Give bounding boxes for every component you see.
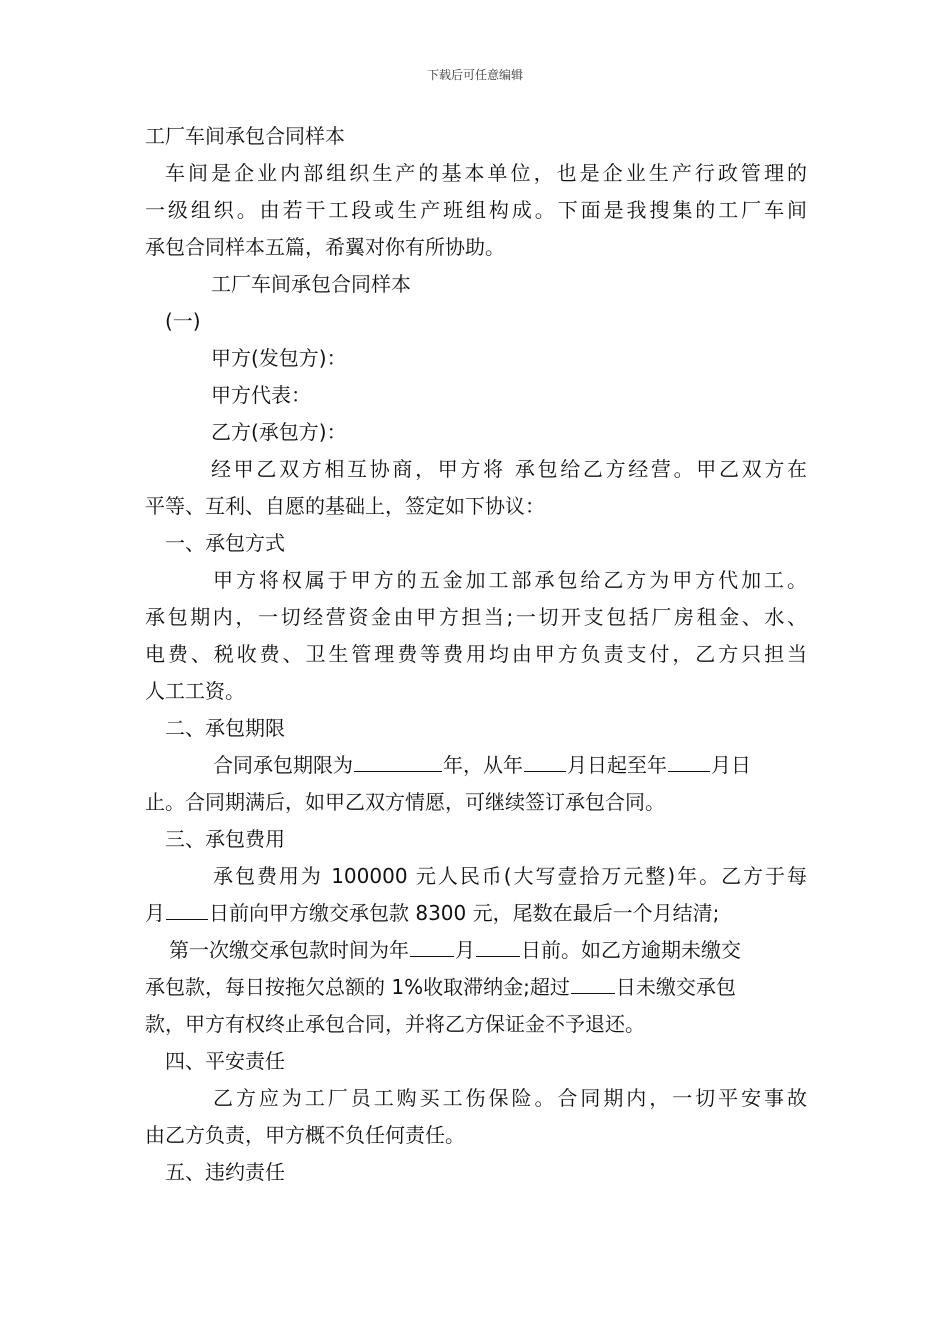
section-1-line-2: 承包期内，一切经营资金由甲方担当;一切开支包括厂房租金、水、 — [145, 605, 807, 629]
contract-subtitle: 工厂车间承包合同样本 — [211, 272, 411, 296]
section-3-text-f: 承包款，每日按拖欠总额的 1%收取滞纳金;超过 — [145, 975, 570, 999]
section-3-text-a: 月 — [145, 901, 165, 925]
section-1-line-4: 人工工资。 — [145, 679, 245, 703]
intro-line-2: 一级组织。由若干工段或生产班组构成。下面是我搜集的工厂车间 — [145, 198, 807, 222]
section-4-line-1: 乙方应为工厂员工购买工伤保险。合同期内，一切平安事故 — [213, 1086, 807, 1110]
fill-blank — [166, 897, 208, 920]
section-2-text-d: 月日 — [711, 753, 751, 777]
section-3-text-e: 日前。如乙方逾期未缴交 — [521, 938, 741, 962]
section-3-line-3 — [145, 932, 807, 969]
agreement-line-2: 平等、互利、自愿的基础上，签定如下协议： — [145, 494, 545, 518]
section-2-text-c: 月日起至年 — [567, 753, 667, 777]
section-2-line-2: 止。合同期满后，如甲乙双方情愿，可继续签订承包合同。 — [145, 790, 665, 814]
section-3-line-1: 承包费用为 100000 元人民币(大写壹拾万元整)年。乙方于每 — [213, 864, 807, 888]
section-1-heading: 一、承包方式 — [165, 531, 285, 555]
intro-line-3: 承包合同样本五篇，希翼对你有所协助。 — [145, 235, 505, 259]
section-2-line-1 — [145, 747, 807, 784]
section-1-line-1: 甲方将权属于甲方的五金加工部承包给乙方为甲方代加工。 — [213, 568, 807, 592]
section-2-text-a: 合同承包期限为 — [213, 753, 353, 777]
fill-blank — [571, 971, 615, 994]
document-title: 工厂车间承包合同样本 — [145, 124, 345, 148]
section-3-heading: 三、承包费用 — [165, 827, 285, 851]
fill-blank — [524, 749, 566, 772]
fill-blank — [476, 934, 520, 957]
section-3-line-2 — [145, 895, 807, 932]
section-3-text-g: 日未缴交承包 — [615, 975, 736, 999]
section-3-text-b: 日前向甲方缴交承包款 8300 元，尾数在最后一个月结清; — [209, 901, 720, 925]
section-3-line-4 — [145, 969, 807, 1006]
fill-blank — [410, 934, 454, 957]
party-a-rep-line: 甲方代表： — [211, 383, 311, 407]
section-5-heading: 五、违约责任 — [165, 1160, 285, 1184]
section-3-text-c: 第一次缴交承包款时间为年 — [169, 938, 409, 962]
section-1-line-3: 电费、税收费、卫生管理费等费用均由甲方负责支付，乙方只担当 — [145, 642, 807, 666]
section-2-text-b: 年，从年 — [443, 753, 523, 777]
fill-blank — [668, 749, 710, 772]
section-2-heading: 二、承包期限 — [165, 716, 285, 740]
party-a-line: 甲方(发包方)： — [211, 346, 347, 370]
contract-number: (一) — [165, 309, 201, 333]
section-4-heading: 四、平安责任 — [165, 1049, 285, 1073]
agreement-line-1: 经甲乙双方相互协商，甲方将 承包给乙方经营。甲乙双方在 — [211, 457, 807, 481]
header-note: 下载后可任意编辑 — [426, 68, 523, 82]
section-4-line-2: 由乙方负责，甲方概不负任何责任。 — [145, 1123, 465, 1147]
section-3-text-d: 月 — [455, 938, 475, 962]
fill-blank — [354, 749, 442, 772]
section-3-line-5: 款，甲方有权终止承包合同，并将乙方保证金不予退还。 — [145, 1012, 645, 1036]
party-b-line: 乙方(承包方)： — [211, 420, 347, 444]
document-body — [145, 118, 807, 1191]
intro-line-1: 车间是企业内部组织生产的基本单位，也是企业生产行政管理的 — [165, 161, 807, 185]
